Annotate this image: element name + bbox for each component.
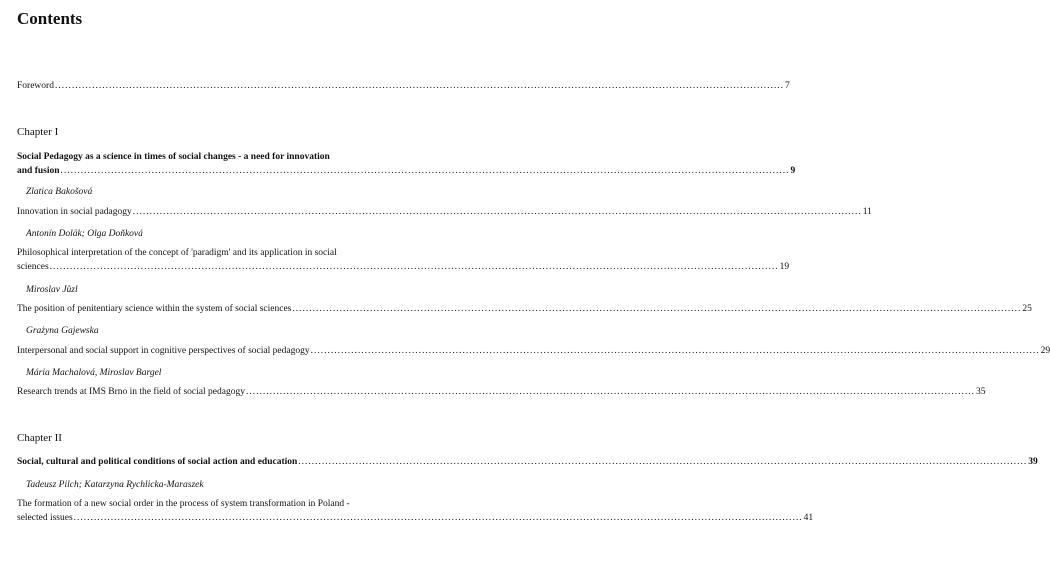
toc-entry[interactable] [17,385,986,399]
chapter-heading-line2: and fusion [17,166,60,176]
toc-entry[interactable] [17,246,790,274]
toc-entry-title-line2: sciences [17,262,49,272]
toc-entry[interactable] [17,302,1032,316]
toc-entry-title-line1: Philosophical interpretation of the concept of 'paradigm' and its application in social [17,248,337,258]
dot-leader [292,302,1021,316]
author-line: Miroslav Jůzl [26,285,78,295]
toc-entry-title: Research trends at IMS Brno in the field of social pedagogy [17,387,245,397]
page-number: 29 [1040,346,1050,356]
dot-leader [74,511,803,525]
toc-entry-title: The position of penitentiary science within the system of social sciences [17,304,292,314]
chapter-label: Chapter I [17,126,59,138]
dot-leader [246,385,975,399]
dot-leader [133,205,862,219]
toc-entry[interactable] [17,497,814,525]
toc-entry[interactable] [17,344,1050,358]
toc-entry[interactable] [17,205,872,219]
toc-entry-title: Foreword [17,81,54,91]
page-number: 25 [1022,304,1032,314]
dot-leader [311,344,1040,358]
toc-entry-title-line1: The formation of a new social order in the process of system transformation in Poland - [17,499,350,509]
chapter-label: Chapter II [17,432,62,444]
dot-leader [298,455,1027,469]
author-line: Zlatica Bakošová [26,187,93,197]
dot-leader [61,164,790,178]
page-number: 19 [779,262,790,272]
author-line: Tadeusz Pilch; Katarzyna Rychlicka-Maraszek [26,480,204,490]
chapter-heading-title: Social, cultural and political conditions of social action and education [17,457,298,467]
toc-entry-title: Innovation in social padagogy [17,207,132,217]
author-line: Antonín Doläk; Olga Doňková [26,229,143,239]
page-number: 11 [862,207,872,217]
author-line: Mária Machalová, Miroslav Bargel [26,368,162,378]
chapter-heading[interactable] [17,455,1038,469]
page-number: 9 [790,166,796,176]
page-number: 7 [784,81,790,91]
toc-entry-title-line2: selected issues [17,513,73,523]
toc-entry-title: Interpersonal and social support in cognitive perspectives of social pedagogy [17,346,310,356]
toc-entry-foreword[interactable] [17,79,790,93]
chapter-heading[interactable] [17,150,796,178]
dot-leader [50,260,779,274]
dot-leader [55,79,784,93]
chapter-heading-line1: Social Pedagogy as a science in times of social changes - a need for innovation [17,152,330,162]
page-number: 35 [975,387,986,397]
page-title: Contents [17,9,83,28]
page-number: 41 [803,513,814,523]
page-number: 39 [1028,457,1038,467]
author-line: Grażyna Gajewska [26,326,99,336]
